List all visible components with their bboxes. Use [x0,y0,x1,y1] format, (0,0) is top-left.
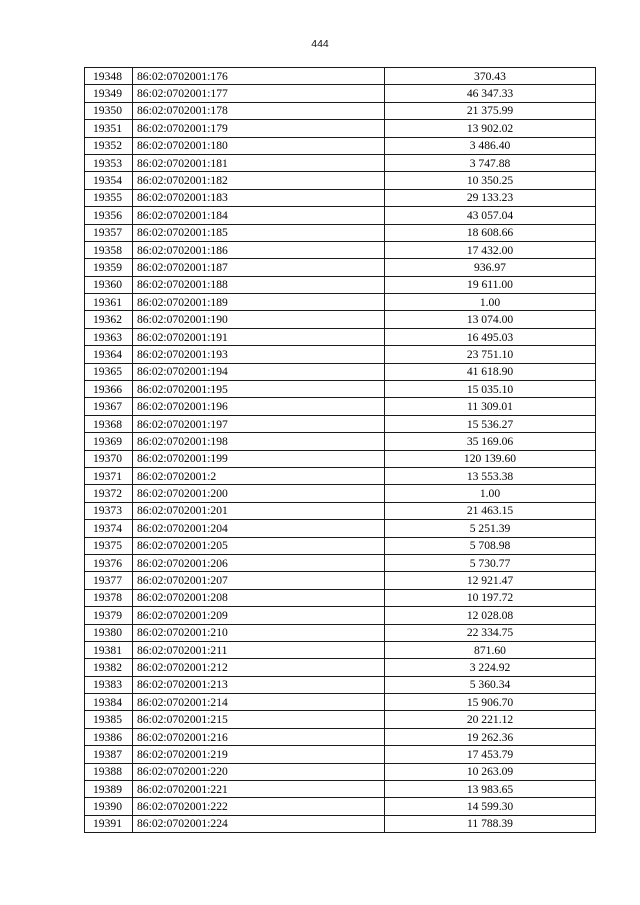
cadastral-number-cell: 86:02:0702001:190 [133,311,385,328]
row-number-cell: 19376 [85,554,133,571]
value-cell: 13 553.38 [385,467,596,484]
table-row [85,224,596,241]
cadastral-number-cell: 86:02:0702001:194 [133,363,385,380]
cadastral-number-cell: 86:02:0702001:212 [133,659,385,676]
value-cell: 13 983.65 [385,781,596,798]
cadastral-number-cell: 86:02:0702001:209 [133,607,385,624]
row-number-cell: 19362 [85,311,133,328]
cadastral-number-cell: 86:02:0702001:199 [133,450,385,467]
row-number-cell: 19379 [85,607,133,624]
row-number-cell: 19385 [85,711,133,728]
row-number-cell: 19351 [85,120,133,137]
row-number-cell: 19389 [85,781,133,798]
cadastral-number-cell: 86:02:0702001:201 [133,502,385,519]
row-number-cell: 19356 [85,207,133,224]
row-number-cell: 19374 [85,520,133,537]
value-cell: 21 375.99 [385,102,596,119]
table-row [85,572,596,589]
table-row [85,363,596,380]
table-row [85,520,596,537]
table-row [85,624,596,641]
table-row [85,102,596,119]
cadastral-table [84,67,596,833]
row-number-cell: 19383 [85,676,133,693]
table-row [85,207,596,224]
cadastral-number-cell: 86:02:0702001:200 [133,485,385,502]
value-cell: 11 309.01 [385,398,596,415]
row-number-cell: 19391 [85,815,133,832]
cadastral-number-cell: 86:02:0702001:180 [133,137,385,154]
row-number-cell: 19355 [85,189,133,206]
table-row [85,554,596,571]
table-row [85,659,596,676]
value-cell: 46 347.33 [385,85,596,102]
row-number-cell: 19363 [85,328,133,345]
row-number-cell: 19352 [85,137,133,154]
value-cell: 35 169.06 [385,433,596,450]
cadastral-number-cell: 86:02:0702001:178 [133,102,385,119]
value-cell: 871.60 [385,641,596,658]
cadastral-number-cell: 86:02:0702001:187 [133,259,385,276]
table-row [85,711,596,728]
row-number-cell: 19384 [85,694,133,711]
row-number-cell: 19354 [85,172,133,189]
cadastral-number-cell: 86:02:0702001:193 [133,346,385,363]
value-cell: 19 262.36 [385,728,596,745]
cadastral-number-cell: 86:02:0702001:215 [133,711,385,728]
row-number-cell: 19357 [85,224,133,241]
table-row [85,728,596,745]
cadastral-number-cell: 86:02:0702001:2 [133,467,385,484]
value-cell: 1.00 [385,294,596,311]
table-body [85,68,596,833]
cadastral-number-cell: 86:02:0702001:196 [133,398,385,415]
table-row [85,346,596,363]
cadastral-number-cell: 86:02:0702001:204 [133,520,385,537]
row-number-cell: 19388 [85,763,133,780]
value-cell: 15 906.70 [385,694,596,711]
table-row [85,450,596,467]
cadastral-number-cell: 86:02:0702001:214 [133,694,385,711]
row-number-cell: 19353 [85,154,133,171]
row-number-cell: 19386 [85,728,133,745]
value-cell: 17 432.00 [385,241,596,258]
table-row [85,137,596,154]
cadastral-number-cell: 86:02:0702001:211 [133,641,385,658]
table-row [85,746,596,763]
cadastral-number-cell: 86:02:0702001:182 [133,172,385,189]
value-cell: 43 057.04 [385,207,596,224]
cadastral-number-cell: 86:02:0702001:184 [133,207,385,224]
cadastral-number-cell: 86:02:0702001:186 [133,241,385,258]
row-number-cell: 19380 [85,624,133,641]
cadastral-number-cell: 86:02:0702001:216 [133,728,385,745]
table-row [85,467,596,484]
cadastral-number-cell: 86:02:0702001:179 [133,120,385,137]
table-row [85,502,596,519]
row-number-cell: 19359 [85,259,133,276]
cadastral-number-cell: 86:02:0702001:206 [133,554,385,571]
table-row [85,154,596,171]
row-number-cell: 19366 [85,381,133,398]
value-cell: 936.97 [385,259,596,276]
table-row [85,607,596,624]
value-cell: 3 486.40 [385,137,596,154]
cadastral-number-cell: 86:02:0702001:207 [133,572,385,589]
value-cell: 11 788.39 [385,815,596,832]
value-cell: 12 921.47 [385,572,596,589]
row-number-cell: 19382 [85,659,133,676]
row-number-cell: 19371 [85,467,133,484]
table-row [85,189,596,206]
cadastral-number-cell: 86:02:0702001:197 [133,415,385,432]
value-cell: 17 453.79 [385,746,596,763]
cadastral-number-cell: 86:02:0702001:189 [133,294,385,311]
table-row [85,85,596,102]
cadastral-number-cell: 86:02:0702001:213 [133,676,385,693]
table-row [85,763,596,780]
value-cell: 23 751.10 [385,346,596,363]
row-number-cell: 19390 [85,798,133,815]
value-cell: 14 599.30 [385,798,596,815]
row-number-cell: 19350 [85,102,133,119]
cadastral-number-cell: 86:02:0702001:177 [133,85,385,102]
cadastral-number-cell: 86:02:0702001:176 [133,68,385,85]
table-row [85,537,596,554]
value-cell: 5 730.77 [385,554,596,571]
table-row [85,259,596,276]
row-number-cell: 19368 [85,415,133,432]
table-row [85,294,596,311]
value-cell: 5 360.34 [385,676,596,693]
value-cell: 10 350.25 [385,172,596,189]
row-number-cell: 19377 [85,572,133,589]
cadastral-number-cell: 86:02:0702001:224 [133,815,385,832]
cadastral-number-cell: 86:02:0702001:188 [133,276,385,293]
value-cell: 12 028.08 [385,607,596,624]
value-cell: 15 536.27 [385,415,596,432]
value-cell: 19 611.00 [385,276,596,293]
cadastral-number-cell: 86:02:0702001:222 [133,798,385,815]
cadastral-number-cell: 86:02:0702001:191 [133,328,385,345]
value-cell: 370.43 [385,68,596,85]
value-cell: 120 139.60 [385,450,596,467]
table-row [85,381,596,398]
row-number-cell: 19358 [85,241,133,258]
cadastral-number-cell: 86:02:0702001:220 [133,763,385,780]
value-cell: 13 902.02 [385,120,596,137]
row-number-cell: 19360 [85,276,133,293]
value-cell: 22 334.75 [385,624,596,641]
value-cell: 1.00 [385,485,596,502]
cadastral-number-cell: 86:02:0702001:210 [133,624,385,641]
table-row [85,815,596,832]
value-cell: 10 263.09 [385,763,596,780]
row-number-cell: 19364 [85,346,133,363]
cadastral-number-cell: 86:02:0702001:181 [133,154,385,171]
cadastral-number-cell: 86:02:0702001:183 [133,189,385,206]
cadastral-number-cell: 86:02:0702001:185 [133,224,385,241]
table-row [85,241,596,258]
page-number: 444 [311,38,329,50]
row-number-cell: 19367 [85,398,133,415]
row-number-cell: 19372 [85,485,133,502]
cadastral-number-cell: 86:02:0702001:198 [133,433,385,450]
value-cell: 5 251.39 [385,520,596,537]
table-row [85,328,596,345]
value-cell: 21 463.15 [385,502,596,519]
row-number-cell: 19361 [85,294,133,311]
row-number-cell: 19369 [85,433,133,450]
table-row [85,172,596,189]
value-cell: 20 221.12 [385,711,596,728]
value-cell: 13 074.00 [385,311,596,328]
table-row [85,781,596,798]
table-row [85,276,596,293]
value-cell: 16 495.03 [385,328,596,345]
cadastral-number-cell: 86:02:0702001:221 [133,781,385,798]
row-number-cell: 19370 [85,450,133,467]
cadastral-number-cell: 86:02:0702001:219 [133,746,385,763]
table-row [85,641,596,658]
row-number-cell: 19349 [85,85,133,102]
row-number-cell: 19387 [85,746,133,763]
value-cell: 10 197.72 [385,589,596,606]
value-cell: 18 608.66 [385,224,596,241]
row-number-cell: 19365 [85,363,133,380]
table-row [85,694,596,711]
value-cell: 29 133.23 [385,189,596,206]
value-cell: 5 708.98 [385,537,596,554]
table-row [85,676,596,693]
table-row [85,589,596,606]
row-number-cell: 19373 [85,502,133,519]
value-cell: 3 224.92 [385,659,596,676]
row-number-cell: 19378 [85,589,133,606]
table-row [85,311,596,328]
row-number-cell: 19348 [85,68,133,85]
cadastral-number-cell: 86:02:0702001:205 [133,537,385,554]
value-cell: 3 747.88 [385,154,596,171]
cadastral-number-cell: 86:02:0702001:208 [133,589,385,606]
table-row [85,485,596,502]
table-row [85,798,596,815]
table-row [85,433,596,450]
table-row [85,68,596,85]
row-number-cell: 19375 [85,537,133,554]
row-number-cell: 19381 [85,641,133,658]
table-row [85,415,596,432]
cadastral-number-cell: 86:02:0702001:195 [133,381,385,398]
value-cell: 41 618.90 [385,363,596,380]
table-row [85,398,596,415]
value-cell: 15 035.10 [385,381,596,398]
table-row [85,120,596,137]
